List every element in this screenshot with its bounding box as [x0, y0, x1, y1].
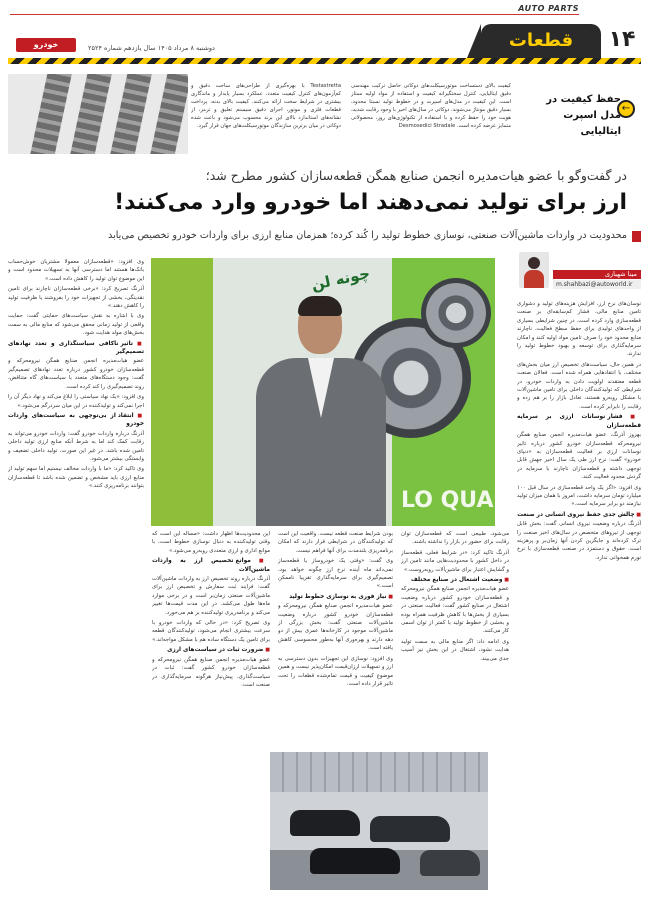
arrow-left-icon: ← [617, 100, 635, 118]
tire-track-image [8, 74, 188, 154]
subheading: ■ تاثیر ناکافی سیاستگذاری و تعدد نهادهای تصمیم‌گیر [8, 340, 144, 357]
photo-brand-text: LO QUA [401, 488, 494, 513]
paragraph: وی با اشاره به نقش سیاست‌های حمایتی گفت: حمایت واقعی از تولید زمانی محقق می‌شود که منابع مالی به سمت بخش‌های مولد هدایت شود. [8, 313, 144, 337]
lead-marker [632, 231, 641, 242]
column-1 [517, 300, 641, 892]
paragraph: وی تاکید کرد: «ما با واردات مخالف نیستیم اما سهم تولید از منابع ارزی باید مشخص و تضمین شده باشد تا قطعه‌سازان بتوانند برنامه‌ریزی کنند.» [8, 466, 144, 490]
top-brand-bar [0, 4, 649, 16]
brand-label: AUTO PARTS [518, 4, 579, 13]
article-headline: ارز برای تولید نمی‌دهند اما خودرو وارد می‌کنند! [114, 190, 627, 215]
site-logo: خودرو [16, 38, 76, 52]
paragraph: وی گفت: «وقتی یک خودروساز یا قطعه‌ساز نمی‌داند ماه آینده نرخ ارز چگونه خواهد بود، تصمیم‌گیری برای سرمایه‌گذاری تقریبا ناممکن است.» [278, 558, 393, 590]
paragraph: وی افزود: «اگر یک واحد قطعه‌سازی در سال قبل ۱۰۰ میلیارد تومان سرمایه داشت، امروز با همان میزان تولید نیازمند دو برابر سرمایه است.» [517, 484, 641, 508]
brand-rule [10, 14, 579, 15]
teaser-text-1: کیفیت بالای دستساخت موتورسیکلت‌های دوکاتی حاصل ترکیب مهندسی دقیق ایتالیایی، کنترل سختگیرانه کیفیت و استفاده از مواد اولیه ممتاز است. این کیفیت در مدل‌های اسپرت و در خطوط تولید نسبتا محدود، بسیار دقیق مونتاژ می‌شوند. دوکاتی در سال‌های اخیر با وجود رقابت شدید، هویت خود را حفظ کرده و با استفاده از تکنولوژی‌های روز، محصولاتی متمایز عرضه کرده است. Desmosedici Stradale [351, 83, 511, 129]
paragraph: می‌شود، طبیعی است که قطعه‌سازان توان رقابت برای حضور در بازار را نداشته باشند. [401, 531, 509, 546]
author-name: مینا شهبازی [553, 270, 641, 279]
paragraph: آذرنگ درباره وضعیت نیروی انسانی گفت: بخش قابل توجهی از نیروهای متخصص در سال‌های اخیر صنعت را ترک کرده‌اند و جایگزین کردن آنها زمان‌بر و پرهزینه است. حقوق و دستمزد در صنعت قطعه‌سازی با نرخ تورم همخوانی ندارد. [517, 521, 641, 561]
paragraph: نوسان‌های نرخ ارز، افزایش هزینه‌های تولید و دشواری تامین منابع مالی، فشار کم‌سابقه‌ای بر صنعت قطعه‌سازی وارد کرده است. در چنین شرایطی بسیاری از واحدهای تولیدی برای حفظ سطح فعالیت، ناچارند منابع محدود خود را صرف تامین مواد اولیه کنند و امکان سرمایه‌گذاری برای توسعه و بهبود خطوط تولید را ندارند. [517, 301, 641, 358]
paragraph: وی افزود: «یک نهاد سیاستی را ابلاغ می‌کند و نهاد دیگر آن را اجرا نمی‌کند و تولیدکننده در این میان سردرگم می‌شود.» [8, 394, 144, 409]
paragraph: این محدودیت‌ها اظهار داشت: «مساله این است که وقتی تولیدکننده به دنبال نوسازی خطوط است، با موانع اداری و ارزی متعددی روبه‌رو می‌شود.» [152, 531, 270, 554]
interviewee-figure [256, 298, 386, 526]
subheading: ■ ضرورت ثبات در سیاست‌های ارزی [152, 646, 270, 654]
hazard-stripe [8, 58, 641, 64]
column-5 [8, 258, 144, 892]
section-title: قطعات [481, 24, 601, 58]
author-box [519, 252, 641, 296]
author-email[interactable]: m.shahbazi@autoworld.ir [553, 280, 641, 289]
paragraph: وی تصریح کرد: «در حالی که واردات خودرو با سرعت بیشتری انجام می‌شود، تولیدکنندگان قطعه برای تامین یک دستگاه ساده هم با مشکل مواجه‌اند.» [152, 620, 270, 643]
paragraph: آذرنگ تاکید کرد: «در شرایط فعلی، قطعه‌ساز در داخل کشور با محدودیت‌هایی مانند تامین ارز و گشایش اعتبار برای ماشین‌آلات روبه‌روست.» [401, 549, 509, 573]
section-header [8, 22, 641, 62]
paragraph: آذرنگ تصریح کرد: «برخی قطعه‌سازان ناچارند برای تامین نقدینگی، بخشی از تجهیزات خود را بفروشند یا ظرفیت تولید را کاهش دهند.» [8, 286, 144, 310]
subheading: ■ فشار نوسانات ارزی بر سرمایه قطعه‌سازان [517, 413, 641, 430]
issue-info: دوشنبه ۸ مرداد ۱۴۰۵ سال یازدهم شماره ۲۵۲۴ [88, 44, 215, 52]
paragraph: وی افزود: «قطعه‌سازان معمولا مشتریان خوش‌حساب بانک‌ها هستند اما دسترسی آنها به تسهیلات محدود است و این موضوع توان تولید را کاهش داده است.» [8, 259, 144, 282]
subheading: ■ موانع تخصیص ارز به واردات ماشین‌آلات [152, 557, 270, 574]
interview-photo [151, 258, 495, 526]
paragraph: عضو هیات‌مدیره انجمن صنایع همگن نیرومحرکه و قطعه‌سازان خودرو کشور درباره وضعیت اشتغال در صنایع کشور گفت: فعالیت صنعتی در بسیاری از بخش‌ها با کاهش ظرفیت همراه بوده و بخشی از خطوط تولید با کمتر از توان اسمی کار می‌کنند. [401, 586, 509, 635]
photo-banner-text: چونه لن [309, 264, 372, 294]
subheading: ■ وضعیت اشتغال در صنایع مختلف [401, 576, 509, 584]
article-lead: محدودیت در واردات ماشین‌آلات صنعتی، نوسازی خطوط تولید را کُند کرده؛ همزمان منابع ارزی برای واردات خودرو تخصیص می‌یابد [108, 230, 627, 241]
subheading: ■ چالش جدی حفظ نیروی انسانی در صنعت [517, 511, 641, 519]
column-3 [278, 530, 393, 748]
paragraph: عضو هیات‌مدیره انجمن صنایع همگن نیرومحرکه و قطعه‌سازان خودرو کشور گفت: ثبات در سیاست‌گذاری، پیش‌نیاز هرگونه سرمایه‌گذاری در صنعت است. [152, 656, 270, 688]
paragraph: بهروز آذرنگ، عضو هیات‌مدیره انجمن صنایع همگن نیرومحرکه قطعه‌سازان خودرو کشور درباره تاثیر نوسانات ارزی بر فعالیت قطعه‌سازان به «دنیای خودرو» گفت: نرخ ارز طی یک سال اخیر جهش قابل توجهی داشته و قطعه‌سازان ناچارند با سرمایه در گردش محدود فعالیت کنند. [517, 432, 641, 481]
author-avatar [519, 252, 549, 288]
article-kicker: در گفت‌وگو با عضو هیات‌مدیره انجمن صنایع همگن قطعه‌سازان کشور مطرح شد؛ [205, 168, 627, 183]
paragraph: آذرنگ درباره واردات خودرو گفت: واردات خودرو می‌تواند به رقابت کمک کند اما به شرط آنکه منابع ارزی تولید داخلی تامین شده باشد. در غیر این صورت، تولید داخلی تضعیف و وابستگی بیشتر می‌شود. [8, 430, 144, 462]
subheading: ■ نیاز فوری به نوسازی خطوط تولید [278, 593, 393, 601]
paragraph: آذرنگ درباره روند تخصیص ارز به واردات ماشین‌آلات گفت: فرایند ثبت سفارش و تخصیص ارز برای ماشین‌آلات صنعتی زمان‌بر است و در برخی موارد ماه‌ها طول می‌کشد. در این مدت قیمت‌ها تغییر می‌کند و برنامه‌ریزی تولیدکننده بر هم می‌خورد. [152, 576, 270, 616]
subheading: ■ انتقاد از بی‌توجهی به سیاست‌های واردات خودرو [8, 412, 144, 429]
teaser-title: حفظ کیفیت در مدل اسپرت ایتالیایی [546, 94, 621, 137]
factory-photo [270, 752, 488, 890]
paragraph: وی ادامه داد: اگر منابع مالی به سمت تولید هدایت نشود، اشتغال در این بخش نیز آسیب جدی می‌بیند. [401, 638, 509, 662]
paragraph: در همین حال، سیاست‌های تخصیص ارز میان بخش‌های مختلف، با انتقادهایی همراه شده است. فعالان صنعت قطعه معتقدند اولویت دادن به واردات خودرو، در شرایطی که تولیدکنندگان داخلی برای تامین ماشین‌آلات با مشکل روبه‌رو هستند، تعادل بازار را بر هم زده و رقابت را نابرابر کرده است. [517, 361, 641, 410]
page-number: ۱۴ [608, 27, 636, 52]
column-4 [152, 530, 270, 892]
paragraph: عضو هیات‌مدیره انجمن صنایع همگن نیرومحرکه و قطعه‌سازان خودرو کشور درباره تعدد نهادهای تصمیم‌گیر گفت: وجود دستگاه‌های متعدد با سیاست‌های گاه متناقض، روند تصمیم‌گیری را کند کرده است. [8, 358, 144, 390]
paragraph: بودن شرایط صنعت قطعه نیست. واقعیت این است که تولیدکنندگان در شرایطی قرار دارند که امکان برنامه‌ریزی بلندمدت برای آنها فراهم نیست. [278, 531, 393, 554]
teaser-box [8, 74, 641, 154]
paragraph: عضو هیات‌مدیره انجمن صنایع همگن نیرومحرکه و قطعه‌سازان خودرو کشور درباره وضعیت ماشین‌آلات صنعتی گفت: بخش بزرگی از ماشین‌آلات موجود در کارخانه‌ها عمری بیش از دو دهه دارند و بهره‌وری آنها به‌طور محسوسی کاهش یافته است. [278, 603, 393, 652]
paragraph: وی افزود: نوسازی این تجهیزات بدون دسترسی به ارز و تسهیلات ارزان‌قیمت امکان‌پذیر نیست و همین موضوع کیفیت و قیمت تمام‌شده قطعات را تحت تاثیر قرار داده است. [278, 655, 393, 687]
teaser-text-2: Testastretta با بهره‌گیری از طراحی‌های ساخت دقیق و کم‌آزمون‌های کنترل کیفیت متعدد، عملکرد بسیار پایدار و ماندگاری بیشتری در شرایط سخت ارائه می‌کنند. کیفیت بالای بدنه، پرداخت قطعات فلزی و موتور، اجرای دقیق سیستم تعلیق و ترمز، از نشانه‌های استاندارد بالای این برند محسوب می‌شود و باعث شده دوکاتی در میان برترین سازندگان موتورسیکلت‌های جهان قرار گیرد. [191, 83, 341, 129]
